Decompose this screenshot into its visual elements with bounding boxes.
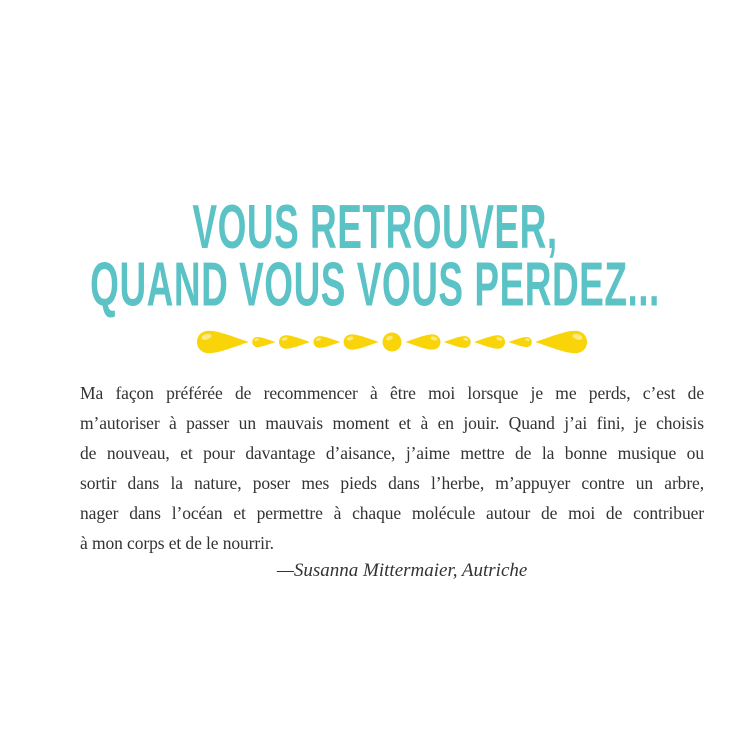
- page-title-line-2: QUAND VOUS VOUS PERDEZ...: [90, 249, 660, 319]
- quote-line: nager dans l’océan et permettre à chaque molécule autour de moi de contribuer: [80, 503, 704, 523]
- quote-line: de nouveau, et pour davantage d’aisance, j’aime mettre de la bonne musique ou: [80, 443, 704, 463]
- quote-line: m’autoriser à passer un mauvais moment et à en jouir. Quand j’ai fini, je choisis: [80, 413, 704, 433]
- quote-line: sortir dans la nature, poser mes pieds dans l’herbe, m’appuyer contre un arbre,: [80, 473, 704, 493]
- attribution: —Susanna Mittermaier, Autriche: [277, 560, 528, 581]
- page-title-line-1: VOUS RETROUVER,: [192, 192, 558, 262]
- quote-line: à mon corps et de le nourrir.: [80, 533, 274, 553]
- teardrop-divider-icon: [197, 329, 587, 355]
- teardrop-divider: [197, 329, 587, 355]
- quote-paragraph: [80, 378, 704, 558]
- quote-line: Ma façon préférée de recommencer à être moi lorsque je me perds, c’est de: [80, 383, 704, 403]
- page-title: [0, 192, 750, 319]
